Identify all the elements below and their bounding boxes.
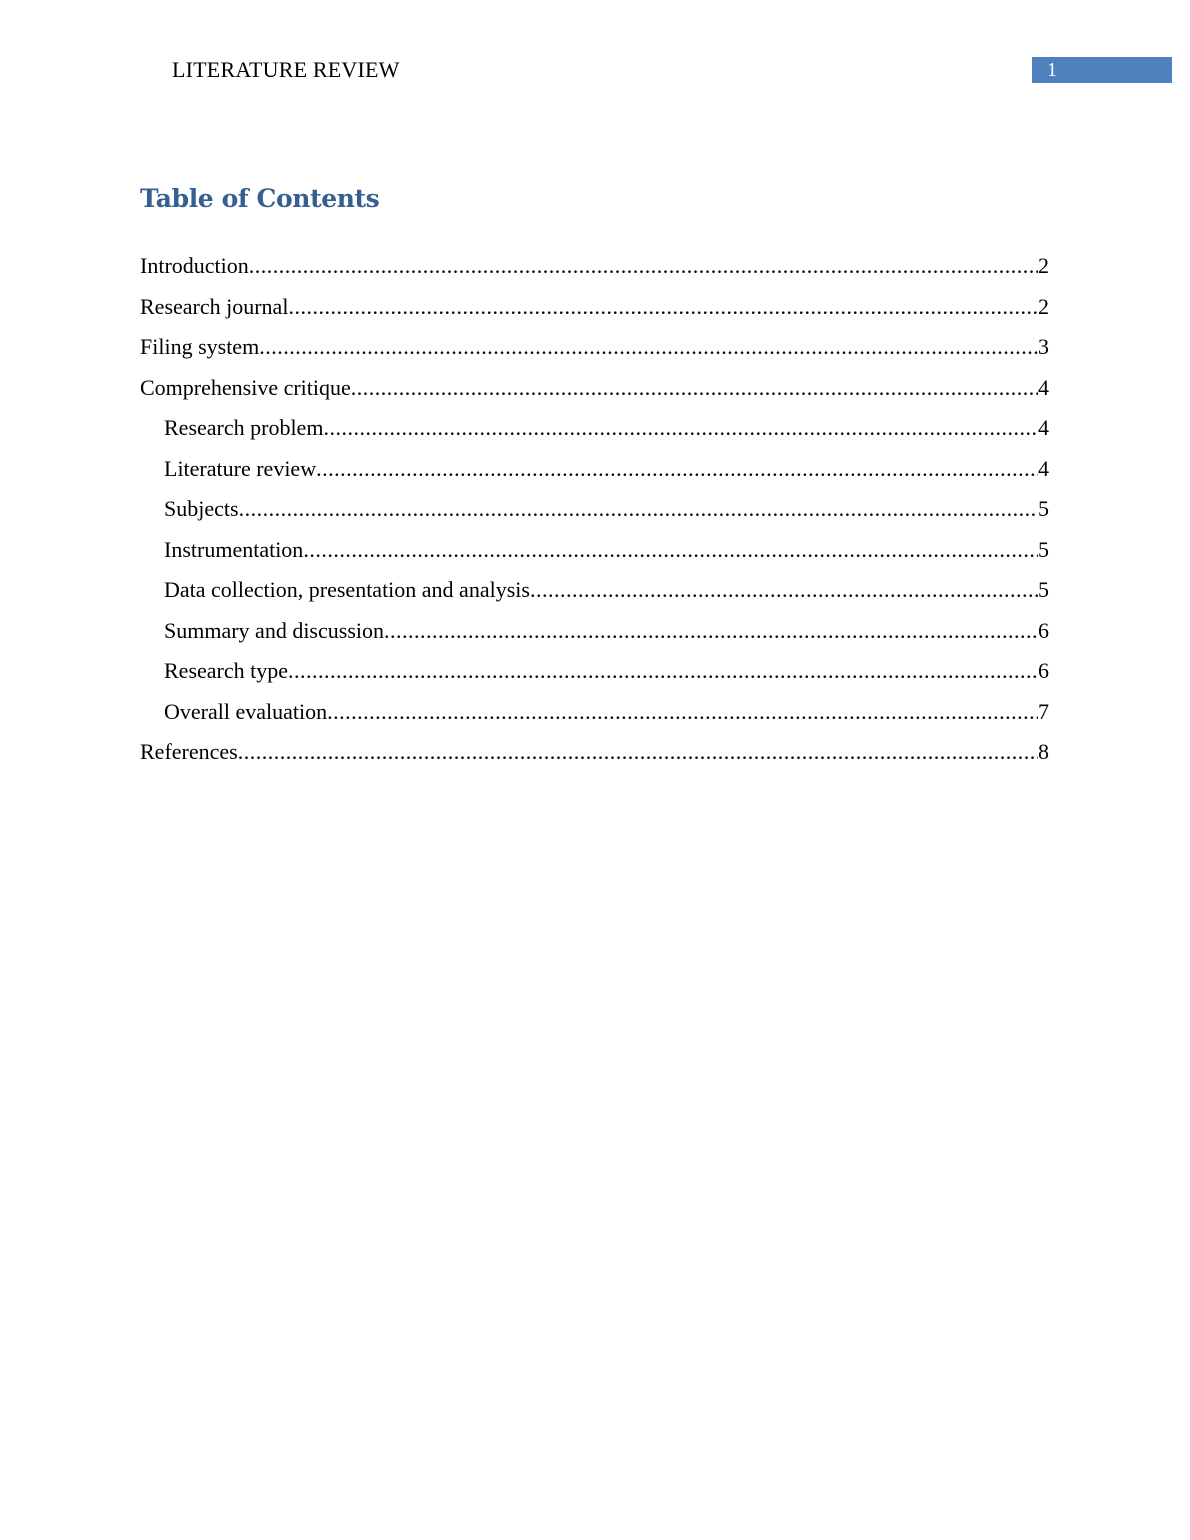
toc-entry-filing-system[interactable]	[140, 327, 1049, 368]
toc-entry-page: 5	[1038, 496, 1049, 521]
toc-entry-page: 5	[1038, 536, 1049, 562]
toc-dot-leader	[316, 449, 1038, 490]
toc-entry-subjects[interactable]	[140, 489, 1049, 530]
toc-dot-leader	[239, 489, 1038, 530]
toc-entry-label: Research type	[164, 658, 288, 683]
toc-entry-page: 3	[1038, 334, 1049, 359]
toc-entry-label: Filing system	[140, 334, 260, 359]
toc-entry-label: Research problem	[164, 415, 324, 440]
toc-entry-label: Instrumentation	[164, 536, 304, 562]
toc-entry-label: Data collection, presentation and analysis	[164, 577, 530, 602]
toc-entry-label: Overall evaluation	[164, 698, 328, 724]
toc-dot-leader	[323, 408, 1038, 449]
toc-dot-leader	[530, 570, 1038, 611]
toc-entry-page: 6	[1038, 617, 1049, 643]
toc-entry-label: Summary and discussion	[164, 617, 384, 643]
toc-entry-introduction[interactable]	[140, 246, 1049, 287]
toc-dot-leader	[259, 327, 1038, 368]
toc-entry-label: Comprehensive critique	[140, 374, 351, 400]
toc-dot-leader	[238, 732, 1038, 773]
toc-dot-leader	[249, 246, 1038, 287]
toc-dot-leader	[303, 530, 1038, 571]
toc-entry-label: References	[140, 739, 238, 764]
running-head: LITERATURE REVIEW	[172, 57, 400, 82]
toc-entry-research-type[interactable]	[140, 651, 1049, 692]
toc-entry-page: 5	[1038, 577, 1049, 602]
toc-entry-instrumentation[interactable]	[140, 530, 1049, 571]
toc-dot-leader	[327, 692, 1038, 733]
toc-entry-page: 4	[1038, 374, 1049, 400]
toc-entry-page: 7	[1038, 698, 1049, 724]
toc-entry-page: 8	[1038, 739, 1049, 764]
toc-entry-label: Literature review	[164, 455, 317, 481]
toc-entry-comprehensive-critique[interactable]	[140, 368, 1049, 409]
toc-dot-leader	[288, 287, 1038, 328]
toc-entry-page: 4	[1038, 455, 1049, 481]
toc-entry-references[interactable]	[140, 732, 1049, 773]
toc-entry-research-journal[interactable]	[140, 287, 1049, 328]
toc-entry-label: Research journal	[140, 293, 289, 319]
page-number-box	[1032, 57, 1172, 83]
toc-entry-overall-evaluation[interactable]	[140, 692, 1049, 733]
toc-entry-page: 2	[1038, 293, 1049, 319]
toc-entry-summary-and-discussion[interactable]	[140, 611, 1049, 652]
toc-entry-page: 2	[1038, 253, 1049, 278]
toc-entry-research-problem[interactable]	[140, 408, 1049, 449]
toc-entry-page: 4	[1038, 415, 1049, 440]
toc-dot-leader	[384, 611, 1038, 652]
toc-entry-label: Subjects	[164, 496, 239, 521]
toc-entry-page: 6	[1038, 658, 1049, 683]
toc-dot-leader	[351, 368, 1038, 409]
toc-title: Table of Contents	[140, 184, 380, 213]
table-of-contents	[140, 246, 1049, 773]
toc-entry-label: Introduction	[140, 253, 249, 278]
page-number: 1	[1047, 59, 1057, 81]
toc-entry-literature-review[interactable]	[140, 449, 1049, 490]
toc-entry-data-collection[interactable]	[140, 570, 1049, 611]
toc-dot-leader	[288, 651, 1038, 692]
